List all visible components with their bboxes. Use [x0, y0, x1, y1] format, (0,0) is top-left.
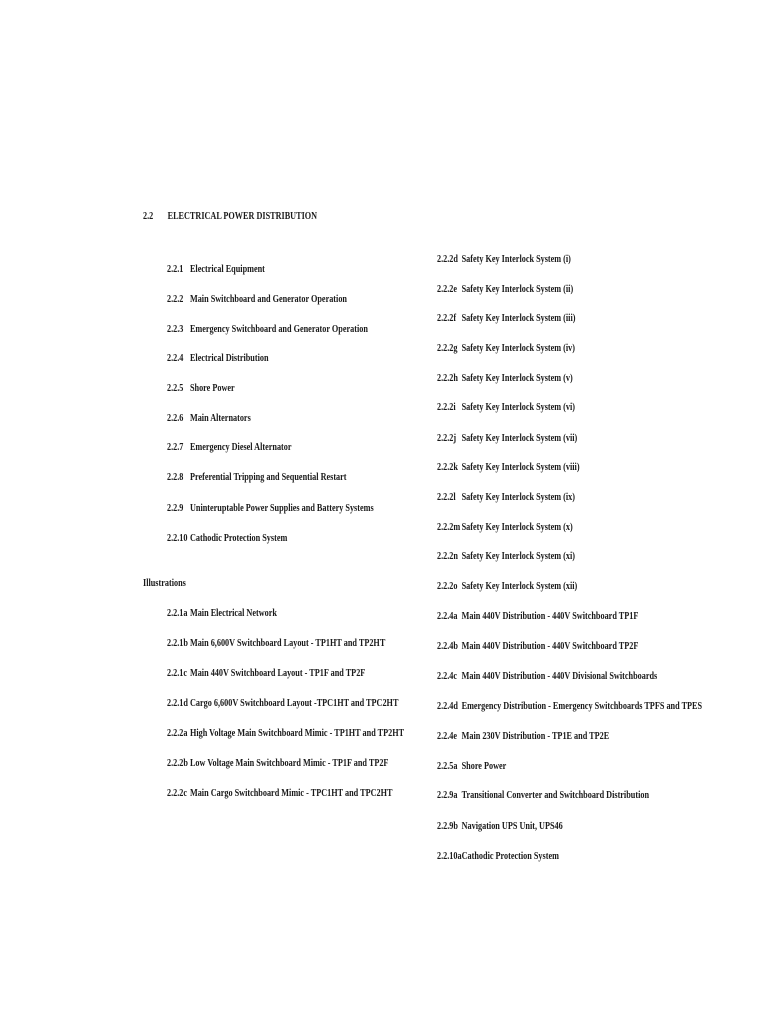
contents-item[interactable]: [167, 472, 347, 484]
illustration-item-title: Navigation UPS Unit, UPS46: [461, 821, 563, 832]
contents-item-number: 2.2.4: [167, 353, 184, 364]
contents-item[interactable]: [167, 264, 265, 276]
illustration-item[interactable]: [167, 698, 398, 710]
illustration-item[interactable]: [437, 284, 573, 296]
illustration-item[interactable]: [437, 731, 609, 743]
illustration-item-number: 2.2.2o: [437, 581, 458, 592]
illustration-item[interactable]: [437, 671, 657, 683]
illustration-item-number: 2.2.2j: [437, 433, 457, 444]
contents-item[interactable]: [167, 413, 251, 425]
illustration-item[interactable]: [437, 701, 702, 713]
contents-item-title: Electrical Equipment: [189, 264, 265, 275]
illustration-item-title: Safety Key Interlock System (ii): [461, 284, 574, 295]
illustration-item-title: Main Electrical Network: [189, 608, 277, 619]
illustration-item-title: Main 6,600V Switchboard Layout - TP1HT and TP2HT: [189, 638, 386, 649]
illustration-item-number: 2.2.2c: [167, 788, 188, 799]
illustration-item-title: Safety Key Interlock System (viii): [461, 462, 580, 473]
illustration-item-title: Safety Key Interlock System (xii): [461, 581, 578, 592]
contents-item-title: Shore Power: [189, 383, 235, 394]
illustration-item-number: 2.2.4c: [437, 671, 458, 682]
illustration-item-number: 2.2.2l: [437, 492, 456, 503]
illustration-item-number: 2.2.2h: [437, 373, 458, 384]
illustration-item[interactable]: [437, 343, 575, 355]
illustration-item-title: Main 440V Distribution - 440V Divisional Switchboards: [461, 671, 658, 682]
illustration-item[interactable]: [437, 641, 638, 653]
illustration-item-title: Emergency Distribution - Emergency Switchboards TPFS and TPES: [461, 701, 703, 712]
illustration-item[interactable]: [167, 758, 388, 770]
illustration-item-title: High Voltage Main Switchboard Mimic - TP1HT and TP2HT: [189, 728, 405, 739]
illustration-item-title: Low Voltage Main Switchboard Mimic - TP1F and TP2F: [189, 758, 389, 769]
illustration-item-number: 2.2.2d: [437, 254, 458, 265]
contents-item-title: Emergency Switchboard and Generator Operation: [189, 324, 368, 335]
section-number: 2.2: [143, 211, 154, 222]
illustration-item-title: Safety Key Interlock System (xi): [461, 551, 576, 562]
illustration-item[interactable]: [167, 668, 365, 680]
illustration-item[interactable]: [437, 462, 580, 474]
illustration-item[interactable]: [437, 790, 649, 802]
illustration-item-title: Safety Key Interlock System (ix): [461, 492, 576, 503]
contents-item-title: Electrical Distribution: [189, 353, 269, 364]
section-heading: [143, 211, 317, 223]
contents-item-number: 2.2.1: [167, 264, 184, 275]
illustration-item-title: Safety Key Interlock System (x): [461, 522, 573, 533]
illustration-item[interactable]: [437, 821, 563, 833]
illustration-item-number: 2.2.2n: [437, 551, 458, 562]
contents-item-title: Emergency Diesel Alternator: [189, 442, 292, 453]
contents-item[interactable]: [167, 442, 292, 454]
illustration-item-number: 2.2.4e: [437, 731, 458, 742]
illustration-item[interactable]: [167, 728, 404, 740]
illustration-item[interactable]: [437, 581, 577, 593]
contents-item[interactable]: [167, 324, 368, 336]
illustration-item-number: 2.2.2f: [437, 313, 457, 324]
illustration-item-number: 2.2.1d: [167, 698, 188, 709]
contents-item-number: 2.2.9: [167, 503, 184, 514]
contents-item-title: Uninteruptable Power Supplies and Battery Systems: [189, 503, 374, 514]
illustration-item-number: 2.2.4b: [437, 641, 458, 652]
illustration-item[interactable]: [437, 851, 559, 863]
contents-item-number: 2.2.6: [167, 413, 184, 424]
illustration-item-number: 2.2.2g: [437, 343, 458, 354]
illustration-item-title: Main 440V Distribution - 440V Switchboard TP1F: [461, 611, 639, 622]
illustration-item[interactable]: [437, 522, 573, 534]
illustration-item[interactable]: [437, 611, 638, 623]
illustrations-heading: Illustrations: [143, 578, 186, 589]
illustration-item-title: Main Cargo Switchboard Mimic - TPC1HT and TPC2HT: [189, 788, 393, 799]
illustration-item-number: 2.2.1b: [167, 638, 188, 649]
illustration-item-title: Main 230V Distribution - TP1E and TP2E: [461, 731, 610, 742]
contents-item-title: Main Switchboard and Generator Operation: [189, 294, 347, 305]
contents-item-number: 2.2.2: [167, 294, 184, 305]
illustration-item[interactable]: [437, 551, 575, 563]
illustration-item[interactable]: [437, 433, 577, 445]
illustration-item[interactable]: [437, 313, 575, 325]
illustration-item-title: Cargo 6,600V Switchboard Layout -TPC1HT and TPC2HT: [189, 698, 399, 709]
illustration-item-title: Safety Key Interlock System (iv): [461, 343, 576, 354]
illustration-item-number: 2.2.2e: [437, 284, 458, 295]
illustration-item[interactable]: [167, 608, 277, 620]
section-title: ELECTRICAL POWER DISTRIBUTION: [167, 211, 318, 222]
illustration-item-number: 2.2.5a: [437, 761, 458, 772]
illustration-item[interactable]: [167, 788, 392, 800]
contents-item-number: 2.2.8: [167, 472, 184, 483]
illustration-item-title: Cathodic Protection System: [461, 851, 559, 862]
illustration-item-number: 2.2.2i: [437, 402, 456, 413]
contents-item-title: Preferential Tripping and Sequential Restart: [189, 472, 347, 483]
contents-item[interactable]: [167, 533, 287, 545]
contents-item-title: Main Alternators: [189, 413, 251, 424]
contents-item-number: 2.2.5: [167, 383, 184, 394]
illustration-item-number: 2.2.9a: [437, 790, 458, 801]
illustration-item[interactable]: [437, 373, 573, 385]
illustration-item-title: Transitional Converter and Switchboard Distribution: [461, 790, 650, 801]
contents-item[interactable]: [167, 383, 235, 395]
illustration-item-title: Main 440V Switchboard Layout - TP1F and TP2F: [189, 668, 366, 679]
contents-item[interactable]: [167, 353, 269, 365]
illustration-item-title: Safety Key Interlock System (v): [461, 373, 573, 384]
illustration-item[interactable]: [437, 254, 571, 266]
illustration-item-number: 2.2.2b: [167, 758, 188, 769]
illustration-item-number: 2.2.2a: [167, 728, 188, 739]
illustration-item-title: Safety Key Interlock System (i): [461, 254, 571, 265]
illustration-item-number: 2.2.4d: [437, 701, 458, 712]
contents-item-number: 2.2.7: [167, 442, 184, 453]
contents-item[interactable]: [167, 503, 374, 515]
illustration-item-number: 2.2.1c: [167, 668, 188, 679]
illustration-item[interactable]: [167, 638, 385, 650]
illustration-item-title: Shore Power: [461, 761, 507, 772]
illustration-item-title: Safety Key Interlock System (vi): [461, 402, 576, 413]
illustration-item-number: 2.2.9b: [437, 821, 458, 832]
contents-item-title: Cathodic Protection System: [189, 533, 288, 544]
illustration-item-number: 2.2.1a: [167, 608, 188, 619]
illustration-item-number: 2.2.2m: [437, 522, 461, 533]
contents-item[interactable]: [167, 294, 347, 306]
illustration-item-number: 2.2.2k: [437, 462, 458, 473]
illustration-item-number: 2.2.10a: [437, 851, 462, 862]
contents-item-number: 2.2.10: [167, 533, 188, 544]
illustration-item[interactable]: [437, 761, 506, 773]
illustration-item-title: Safety Key Interlock System (iii): [461, 313, 576, 324]
illustration-item[interactable]: [437, 492, 575, 504]
illustration-item-number: 2.2.4a: [437, 611, 458, 622]
contents-item-number: 2.2.3: [167, 324, 184, 335]
illustration-item-title: Safety Key Interlock System (vii): [461, 433, 578, 444]
illustration-item[interactable]: [437, 402, 575, 414]
illustration-item-title: Main 440V Distribution - 440V Switchboard TP2F: [461, 641, 639, 652]
